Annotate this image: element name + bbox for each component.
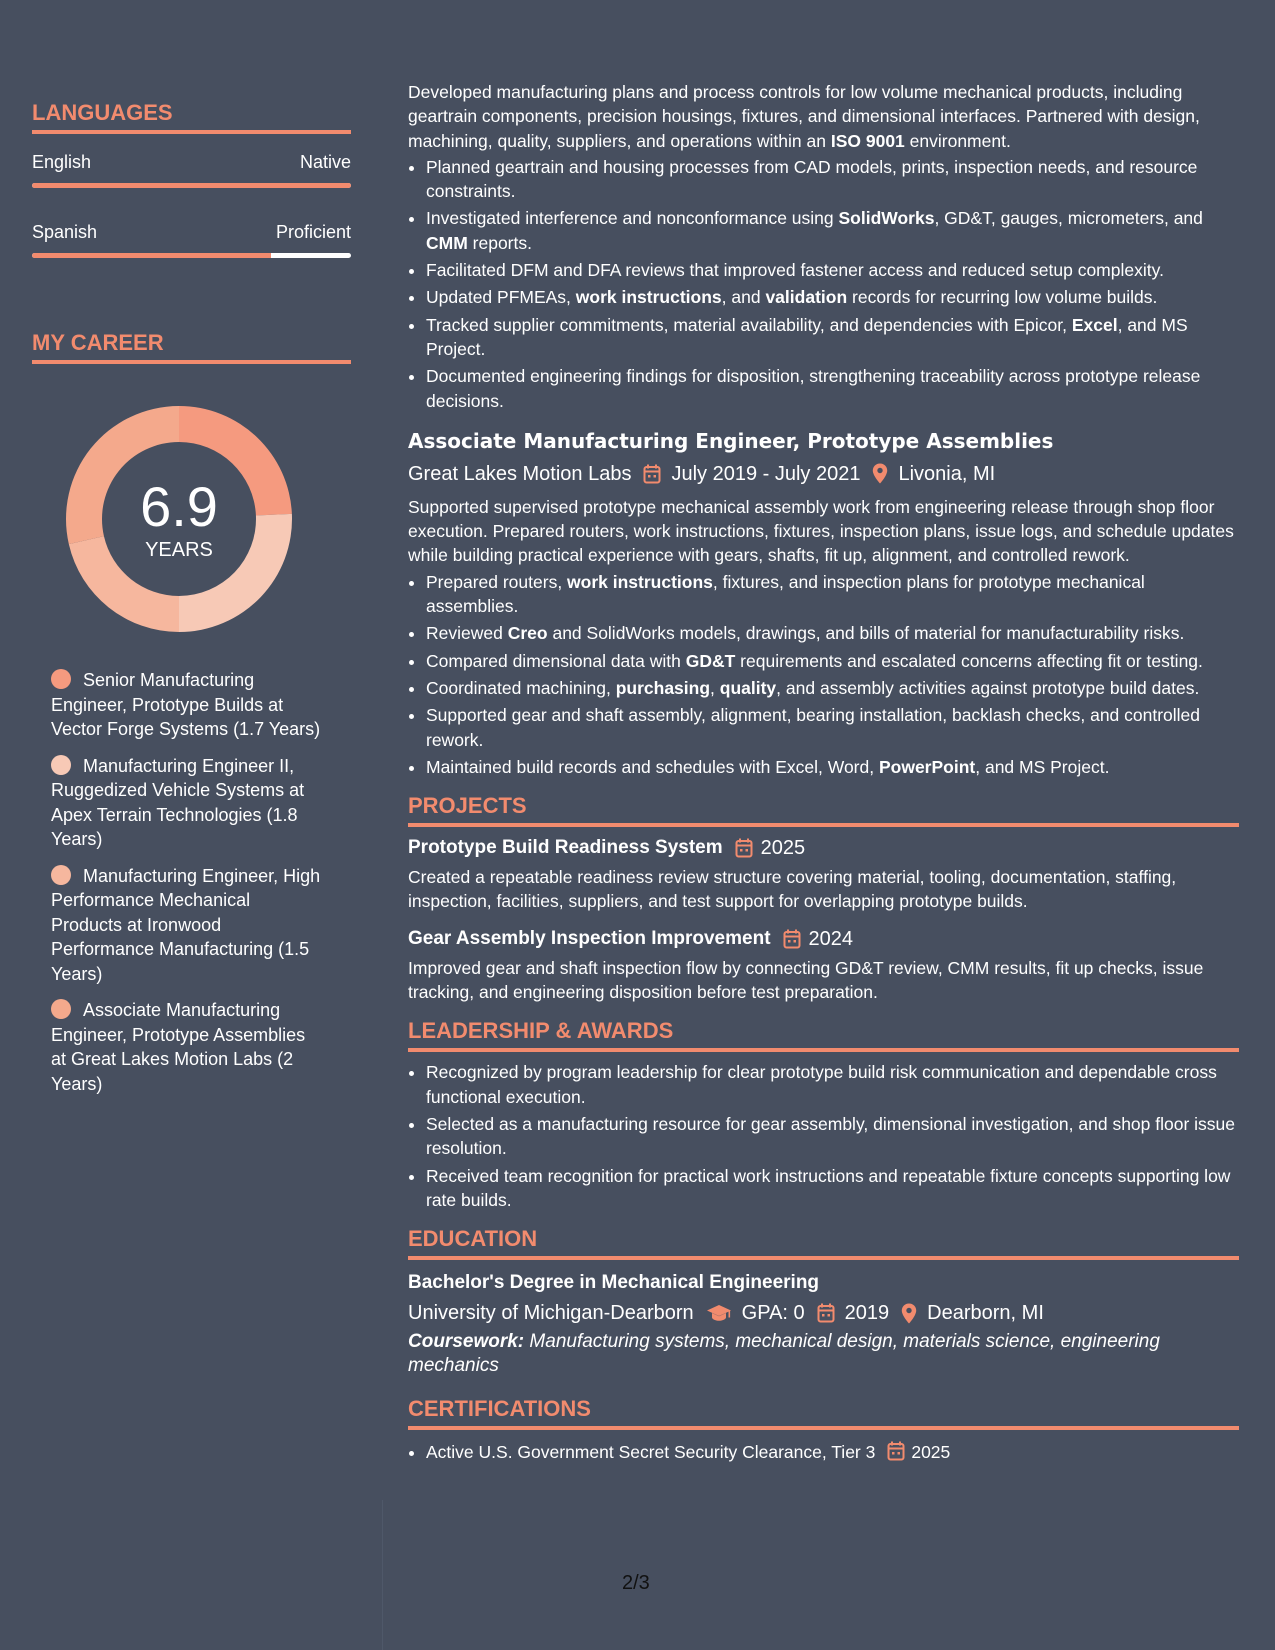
education-gpa: GPA: 0 bbox=[741, 1302, 805, 1325]
career-legend-item bbox=[51, 864, 321, 987]
bullet-item bbox=[426, 676, 1239, 700]
legend-dot-icon bbox=[51, 999, 71, 1019]
highlight-text: PowerPoint bbox=[878, 756, 976, 777]
career-total-years: 6.9 bbox=[140, 474, 218, 538]
text-run: Maintained build records and schedules with Excel, Word, bbox=[426, 756, 879, 777]
calendar-icon bbox=[887, 1441, 905, 1467]
career-legend-label: Senior Manufacturing Engineer, Prototype Builds at Vector Forge Systems (1.7 Years) bbox=[51, 670, 321, 739]
text-run: Developed manufacturing plans and process controls for low volume mechanical products, including geartrain components, precision housings, fixtures, and dimensional interfaces. Partnered with design, machining, quality, suppliers, and operations within an bbox=[408, 82, 1200, 151]
career-legend-item bbox=[51, 754, 321, 852]
text-run: Investigated interference and nonconformance using bbox=[426, 208, 839, 229]
highlight-text: work instructions bbox=[575, 287, 722, 308]
career-donut-chart bbox=[64, 404, 294, 634]
coursework-label: Coursework: bbox=[408, 1331, 525, 1353]
language-row bbox=[32, 222, 351, 243]
highlight-text: GD&T bbox=[685, 650, 736, 671]
text-run: and SolidWorks models, drawings, and bills of material for manufacturability risks. bbox=[547, 623, 1185, 644]
language-row bbox=[32, 152, 351, 173]
text-run: Coordinated machining, bbox=[426, 677, 616, 698]
project-name: Prototype Build Readiness System bbox=[408, 837, 723, 859]
text-run: Prepared routers, bbox=[426, 571, 568, 592]
text-run: requirements and escalated concerns affecting fit or testing. bbox=[735, 650, 1203, 671]
project-description: Improved gear and shaft inspection flow by connecting GD&T review, CMM results, fit up checks, issue tracking, and engineering disposition before test preparation. bbox=[408, 957, 1204, 1003]
leadership-section bbox=[408, 1018, 1239, 1212]
career-title: MY CAREER bbox=[32, 330, 351, 364]
text-run: , and assembly activities against prototype build dates. bbox=[776, 677, 1200, 698]
text-run: , and MS Project. bbox=[975, 756, 1110, 777]
text-run: Supported gear and shaft assembly, alignment, bearing installation, backlash checks, and controlled rework. bbox=[426, 705, 1201, 750]
sidebar bbox=[32, 100, 351, 1108]
highlight-text: Creo bbox=[507, 623, 548, 644]
languages-title: LANGUAGES bbox=[32, 100, 351, 134]
career-legend-item bbox=[51, 668, 321, 742]
text-run: Tracked supplier commitments, material availability, and dependencies with Epicor, bbox=[426, 314, 1072, 335]
bullet-item: • Received team recognition for practical work instructions and repeatable fixture concepts supporting low rate builds. bbox=[426, 1164, 1239, 1213]
text-run: Updated PFMEAs, bbox=[426, 287, 576, 308]
legend-dot-icon bbox=[51, 669, 71, 689]
bullet-item bbox=[426, 206, 1239, 255]
bullet-item bbox=[426, 649, 1239, 673]
job2-location: Livonia, MI bbox=[898, 462, 996, 485]
highlight-text: quality bbox=[719, 677, 777, 698]
bullet-item: • Recognized by program leadership for clear prototype build risk communication and dependable cross functional execution. bbox=[426, 1060, 1239, 1109]
bullet-item bbox=[426, 155, 1239, 204]
job2-title: Associate Manufacturing Engineer, Prototype Assemblies bbox=[408, 428, 1054, 453]
career-legend bbox=[51, 668, 321, 1096]
text-run: , bbox=[710, 677, 720, 698]
calendar-icon bbox=[817, 1303, 835, 1323]
highlight-text: CMM bbox=[426, 232, 468, 253]
career-legend-item bbox=[51, 998, 321, 1096]
project-title bbox=[408, 926, 1239, 952]
main-content bbox=[408, 80, 1239, 1470]
language-name: English bbox=[32, 152, 92, 172]
job2-company: Great Lakes Motion Labs bbox=[408, 462, 632, 485]
location-pin-icon bbox=[901, 1303, 917, 1324]
bullet-item bbox=[426, 621, 1239, 645]
job1-bullets bbox=[408, 155, 1239, 413]
language-level-bar bbox=[32, 183, 351, 188]
calendar-icon bbox=[735, 838, 753, 858]
text-run: environment. bbox=[904, 130, 1011, 151]
text-run: , fixtures, and inspection plans for prototype mechanical assemblies. bbox=[426, 571, 1145, 617]
text-run: , and bbox=[721, 287, 766, 308]
language-level: Native bbox=[299, 152, 351, 172]
project-title bbox=[408, 835, 1239, 861]
highlight-text: purchasing bbox=[615, 677, 711, 698]
bullet-item bbox=[426, 755, 1239, 779]
bullet-item: • Selected as a manufacturing resource for gear assembly, dimensional investigation, and shop floor issue resolution. bbox=[426, 1112, 1239, 1161]
project-name: Gear Assembly Inspection Improvement bbox=[408, 927, 771, 949]
certifications-title: CERTIFICATIONS bbox=[408, 1396, 1239, 1430]
text-run: Compared dimensional data with bbox=[426, 650, 686, 671]
project-description: Created a repeatable readiness review structure covering material, tooling, documentation, staffing, inspection, facilities, suppliers, and test support for overlapping prototype builds. bbox=[408, 867, 1177, 912]
highlight-text: validation bbox=[765, 287, 848, 308]
certification-year: 2025 bbox=[911, 1442, 951, 1463]
career-total-unit: YEARS bbox=[145, 538, 213, 561]
language-level-fill bbox=[32, 183, 351, 188]
education-school: University of Michigan-Dearborn bbox=[408, 1302, 694, 1325]
education-degree: Bachelor's Degree in Mechanical Engineering bbox=[408, 1272, 820, 1294]
career-legend-label: Associate Manufacturing Engineer, Prototype Assemblies at Great Lakes Motion Labs (2 Years) bbox=[51, 1000, 306, 1094]
language-name: Spanish bbox=[32, 222, 98, 242]
text-run: reports. bbox=[467, 232, 532, 253]
bullet-item bbox=[426, 703, 1239, 752]
bullet-item bbox=[426, 570, 1239, 619]
location-pin-icon bbox=[872, 463, 888, 484]
text-run: records for recurring low volume builds. bbox=[847, 287, 1158, 308]
coursework-text: Manufacturing systems, mechanical design, materials science, engineering mechanics bbox=[408, 1331, 1160, 1377]
career-legend-label: Manufacturing Engineer II, Ruggedized Vehicle Systems at Apex Terrain Technologies (1.8 Years) bbox=[51, 755, 305, 849]
highlight-text: ISO 9001 bbox=[830, 130, 905, 151]
calendar-icon bbox=[783, 929, 801, 949]
text-run: Planned geartrain and housing processes from CAD models, prints, inspection needs, and resource constraints. bbox=[426, 156, 1198, 202]
highlight-text: SolidWorks bbox=[838, 208, 935, 229]
column-divider bbox=[382, 1500, 383, 1650]
language-level: Proficient bbox=[275, 222, 351, 242]
certification-item bbox=[426, 1440, 1239, 1467]
education-meta bbox=[408, 1300, 1239, 1326]
certification-name: Active U.S. Government Secret Security Clearance, Tier 3 bbox=[426, 1442, 876, 1463]
projects-title: PROJECTS bbox=[408, 793, 1239, 827]
education-location: Dearborn, MI bbox=[927, 1302, 1044, 1325]
language-list bbox=[32, 152, 351, 258]
text-run: , and MS Project. bbox=[426, 314, 1188, 359]
bullet-item bbox=[426, 364, 1239, 413]
bullet-item bbox=[426, 313, 1239, 362]
text-run: Reviewed bbox=[426, 623, 508, 644]
career-legend-label: Manufacturing Engineer, High Performance Mechanical Products at Ironwood Performance Manufacturing (1.5 Years) bbox=[51, 865, 321, 984]
legend-dot-icon bbox=[51, 755, 71, 775]
job2-summary: Supported supervised prototype mechanical assembly work from engineering release through shop floor execution. Prepared routers, work instructions, fixtures, inspection plans, issue logs, and schedule updates while building practical experience with gears, shafts, fit up, alignment, and controlled rework. bbox=[408, 496, 1234, 566]
education-section bbox=[408, 1226, 1239, 1378]
job2-dates: July 2019 - July 2021 bbox=[671, 462, 861, 485]
text-run: Documented engineering findings for disposition, strengthening traceability across prototype release decisions. bbox=[426, 366, 1201, 411]
bullet-item bbox=[426, 285, 1239, 309]
text-run: , GD&T, gauges, micrometers, and bbox=[934, 208, 1203, 229]
job1-summary bbox=[408, 80, 1239, 153]
certifications-section bbox=[408, 1396, 1239, 1467]
graduation-cap-icon bbox=[706, 1304, 732, 1322]
leadership-title: LEADERSHIP & AWARDS bbox=[408, 1018, 1239, 1052]
project-year: 2024 bbox=[808, 927, 854, 950]
text-run: Facilitated DFM and DFA reviews that improved fastener access and reduced setup complexity. bbox=[426, 260, 1164, 281]
education-year: 2019 bbox=[844, 1302, 890, 1325]
projects-section bbox=[408, 793, 1239, 1004]
project-year: 2025 bbox=[760, 837, 806, 860]
language-level-bar bbox=[32, 253, 351, 258]
page-number: 2/3 bbox=[622, 1572, 650, 1594]
language-level-fill bbox=[32, 253, 271, 258]
highlight-text: Excel bbox=[1071, 314, 1118, 335]
calendar-icon bbox=[643, 464, 661, 484]
legend-dot-icon bbox=[51, 865, 71, 885]
bullet-item bbox=[426, 258, 1239, 282]
job2-meta bbox=[408, 461, 1239, 487]
education-coursework bbox=[408, 1330, 1239, 1378]
education-title: EDUCATION bbox=[408, 1226, 1239, 1260]
job2-bullets bbox=[408, 570, 1239, 779]
highlight-text: work instructions bbox=[567, 571, 713, 592]
